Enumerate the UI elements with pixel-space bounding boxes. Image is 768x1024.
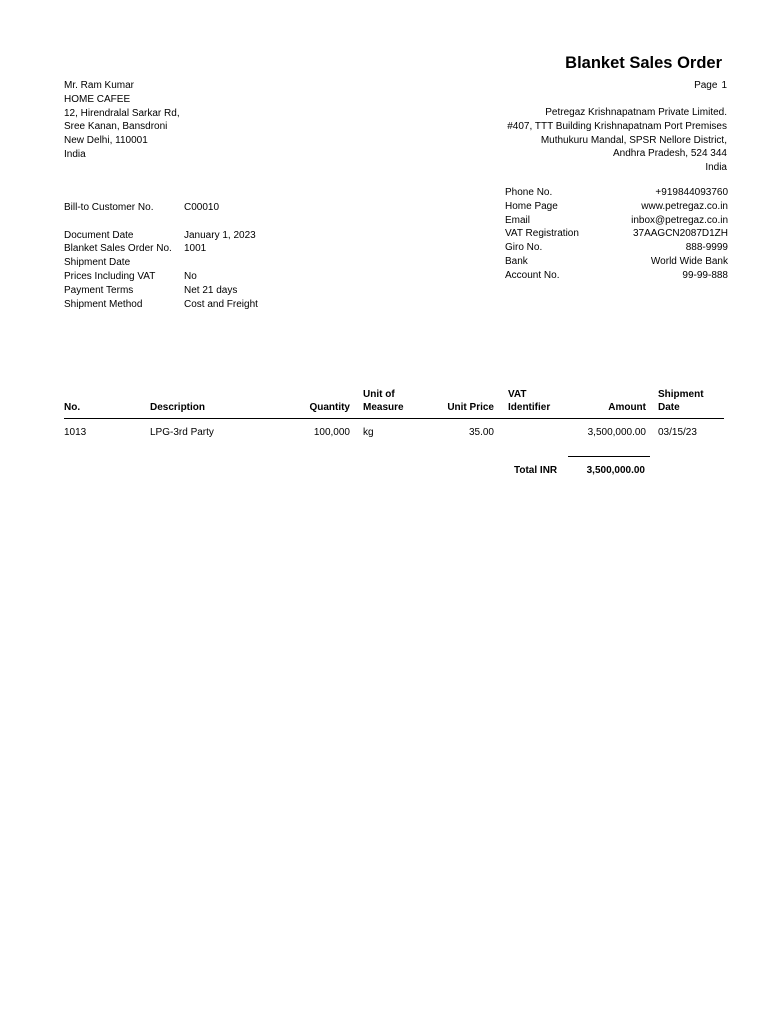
total-label: Total INR bbox=[514, 465, 558, 476]
company-address bbox=[507, 106, 727, 175]
bank-value: World Wide Bank bbox=[650, 255, 728, 267]
cell-no: 1013 bbox=[64, 427, 87, 438]
header-vat-line2: Identifier bbox=[508, 402, 551, 413]
order-no-value: 1001 bbox=[184, 243, 207, 255]
document-date-label: Document Date bbox=[64, 229, 134, 241]
cell-quantity: 100,000 bbox=[313, 427, 350, 438]
header-divider bbox=[64, 418, 724, 419]
company-details bbox=[505, 186, 728, 283]
header-uom-line1: Unit of bbox=[363, 389, 395, 400]
bill-to-value: C00010 bbox=[184, 202, 220, 213]
header-amount: Amount bbox=[608, 402, 646, 413]
prices-vat-label: Prices Including VAT bbox=[64, 270, 156, 282]
vat-label: VAT Registration bbox=[505, 228, 579, 240]
homepage-row bbox=[505, 200, 728, 214]
bank-row bbox=[505, 255, 728, 269]
header-no: No. bbox=[64, 402, 81, 413]
prices-vat-value: No bbox=[184, 270, 197, 282]
vat-value: 37AAGCN2087D1ZH bbox=[632, 228, 728, 240]
header-quantity: Quantity bbox=[309, 402, 350, 413]
customer-address-line: Sree Kanan, Bansdroni bbox=[64, 121, 168, 133]
customer-address-line: New Delhi, 110001 bbox=[64, 135, 148, 147]
cell-unit-price: 35.00 bbox=[468, 427, 494, 438]
company-address-line: Andhra Pradesh, 524 344 bbox=[613, 148, 727, 160]
company-address-line: #407, TTT Building Krishnapatnam Port Premises bbox=[507, 120, 727, 132]
shipment-date-label: Shipment Date bbox=[64, 257, 131, 269]
cell-uom: kg bbox=[363, 427, 374, 438]
bank-label: Bank bbox=[505, 255, 528, 267]
payment-terms-label: Payment Terms bbox=[64, 284, 134, 296]
account-row bbox=[505, 269, 728, 283]
account-label: Account No. bbox=[505, 269, 560, 281]
payment-terms-value: Net 21 days bbox=[184, 284, 238, 296]
page-label: Page bbox=[694, 80, 718, 91]
customer-address bbox=[64, 79, 180, 162]
homepage-label: Home Page bbox=[505, 200, 558, 212]
page-indicator bbox=[694, 79, 727, 93]
cell-shipment-date: 03/15/23 bbox=[658, 427, 697, 438]
email-value: inbox@petregaz.co.in bbox=[631, 214, 728, 226]
header-shipment-line1: Shipment bbox=[658, 389, 704, 400]
order-no-label: Blanket Sales Order No. bbox=[64, 243, 172, 255]
page-number: 1 bbox=[721, 80, 727, 91]
header-unit-price: Unit Price bbox=[447, 402, 494, 413]
cell-amount: 3,500,000.00 bbox=[587, 427, 646, 438]
giro-row bbox=[505, 241, 728, 255]
cell-description: LPG-3rd Party bbox=[150, 427, 214, 438]
total-divider bbox=[568, 456, 650, 457]
giro-value: 888-9999 bbox=[685, 242, 728, 254]
phone-value: +919844093760 bbox=[655, 187, 728, 198]
customer-address-line: India bbox=[64, 148, 86, 160]
total-value: 3,500,000.00 bbox=[586, 465, 645, 476]
phone-label: Phone No. bbox=[505, 187, 553, 198]
shipment-method-label: Shipment Method bbox=[64, 298, 143, 310]
document-date-value: January 1, 2023 bbox=[184, 229, 256, 241]
homepage-value: www.petregaz.co.in bbox=[641, 200, 728, 212]
account-value: 99-99-888 bbox=[682, 269, 728, 281]
header-shipment-line2: Date bbox=[658, 402, 680, 413]
customer-address-line: HOME CAFEE bbox=[64, 93, 131, 105]
bill-to-label: Bill-to Customer No. bbox=[64, 202, 154, 213]
header-vat-line1: VAT bbox=[508, 389, 527, 400]
phone-row bbox=[505, 186, 728, 200]
company-address-line: Petregaz Krishnapatnam Private Limited. bbox=[545, 107, 727, 118]
shipment-method-value: Cost and Freight bbox=[184, 298, 258, 310]
header-description: Description bbox=[150, 402, 206, 413]
vat-row bbox=[505, 227, 728, 241]
company-address-line: India bbox=[705, 162, 727, 174]
email-row bbox=[505, 214, 728, 228]
customer-address-line: Mr. Ram Kumar bbox=[64, 80, 135, 91]
header-uom-line2: Measure bbox=[363, 402, 404, 413]
giro-label: Giro No. bbox=[505, 242, 543, 254]
customer-address-line: 12, Hirendralal Sarkar Rd, bbox=[64, 107, 180, 119]
document-title: Blanket Sales Order bbox=[565, 54, 722, 72]
company-address-line: Muthukuru Mandal, SPSR Nellore District, bbox=[540, 134, 727, 146]
email-label: Email bbox=[505, 214, 531, 226]
